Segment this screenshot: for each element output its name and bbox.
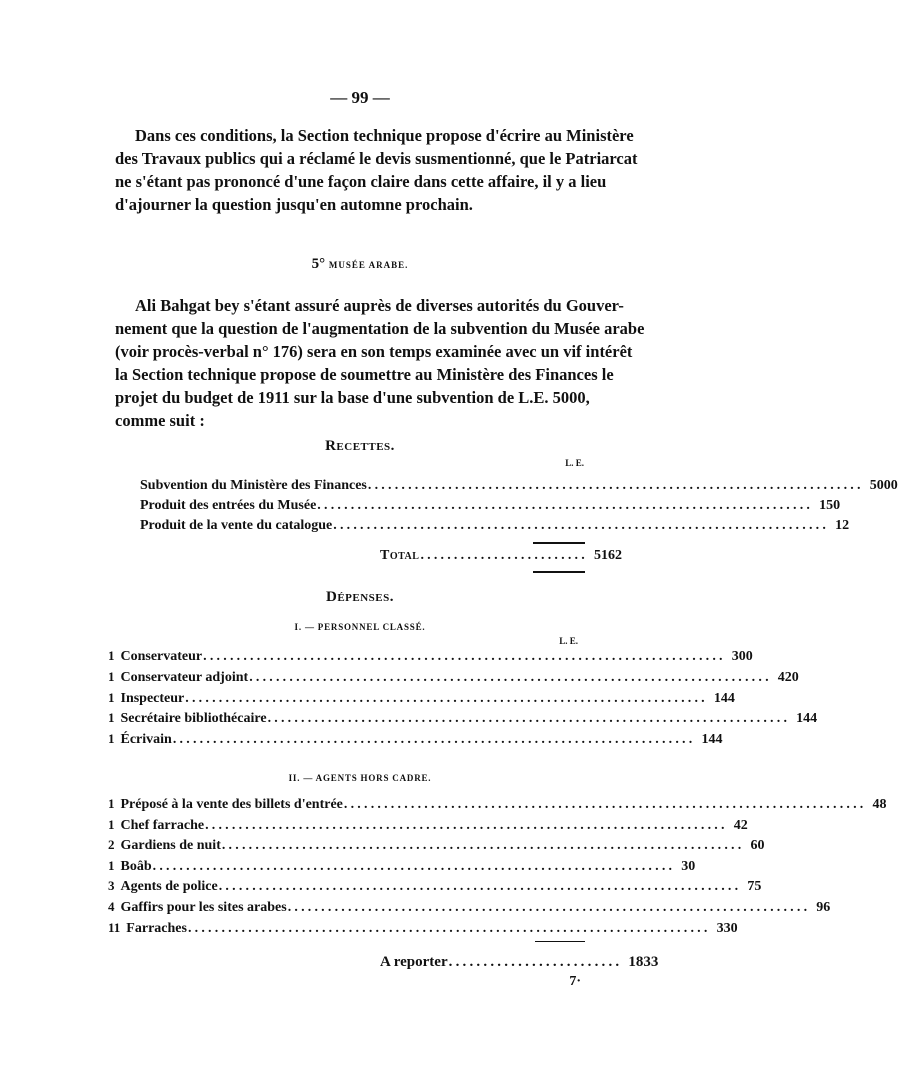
expense-row (108, 897, 831, 917)
row-value: 42 (733, 817, 748, 833)
section-title: MUSÉE ARABE. (328, 260, 409, 270)
recettes-total (380, 546, 622, 566)
row-qty: 1 (108, 857, 115, 873)
row-label: Chef farrache (120, 817, 205, 833)
text-line: ne s'étant pas prononcé d'une façon claire dans cette affaire, il y a lieu (115, 172, 607, 191)
expense-row (108, 708, 818, 728)
row-value: 144 (713, 690, 735, 706)
row-value: 75 (747, 879, 762, 895)
paragraph-2 (115, 294, 645, 432)
row-qty: 1 (108, 731, 115, 747)
leader-dots: .......................................................................... (333, 518, 830, 533)
expense-row (108, 646, 753, 666)
text-line: Dans ces conditions, la Section technique propose d'écrire au Ministère (135, 126, 634, 145)
row-qty: 2 (108, 837, 115, 853)
row-label: Inspecteur (120, 690, 185, 706)
total-value: 5162 (593, 548, 622, 563)
row-label: Farraches (126, 920, 187, 936)
text-line: comme suit : (115, 411, 205, 430)
row-qty: 3 (108, 878, 115, 894)
signature-mark: 7· (569, 974, 581, 989)
row-label: Subvention du Ministère des Finances (140, 478, 367, 493)
recettes-title: Recettes. (325, 438, 395, 454)
paragraph-1 (115, 124, 638, 216)
row-value: 144 (796, 711, 818, 727)
expense-row (108, 856, 696, 876)
currency-label: L. E. (559, 636, 578, 646)
row-value: 144 (701, 732, 723, 748)
row-value: 420 (777, 669, 799, 685)
section1-title (0, 619, 720, 634)
leader-dots: .............................................................................. (267, 711, 791, 727)
leader-dots: .............................................................................. (221, 838, 745, 854)
row-value: 30 (681, 858, 696, 874)
row-label: Agents de police (120, 879, 218, 895)
leader-dots: .......................................................................... (317, 498, 814, 513)
text-line: projet du budget de 1911 sur la base d'une subvention de L.E. 5000, (115, 388, 590, 407)
row-label: Secrétaire bibliothécaire (120, 711, 267, 727)
section1-title-text: I. — PERSONNEL CLASSÉ. (294, 622, 426, 632)
page-number: — 99 — (330, 88, 390, 107)
expense-row (108, 876, 762, 896)
depenses-title: Dépenses. (326, 589, 394, 605)
leader-dots: .............................................................................. (152, 858, 676, 874)
leader-dots: .............................................................................. (205, 817, 728, 833)
row-value: 5000 (869, 478, 898, 493)
recettes-row (140, 516, 850, 536)
row-qty: 1 (108, 689, 115, 705)
row-value: 300 (731, 649, 753, 664)
text-line: (voir procès-verbal n° 176) sera en son temps examinée avec un vif intérêt (115, 342, 633, 361)
row-value: 12 (835, 518, 850, 533)
row-qty: 11 (108, 919, 121, 935)
row-value: 60 (750, 838, 765, 854)
leader-dots: .............................................................................. (185, 690, 708, 706)
total-label: Total (380, 548, 420, 563)
row-label: Produit de la vente du catalogue (140, 518, 333, 533)
leader-dots: .......................................................................... (367, 478, 864, 493)
leader-dots: .............................................................................. (203, 649, 726, 664)
row-label: Conservateur adjoint (120, 669, 249, 685)
text-line: nement que la question de l'augmentation de la subvention du Musée arabe (115, 319, 645, 338)
leader-dots: .............................................................................. (343, 797, 867, 812)
row-label: Préposé à la vente des billets d'entrée (120, 797, 343, 812)
section-heading (0, 256, 720, 273)
row-label: Gaffirs pour les sites arabes (120, 900, 287, 915)
leader-dots: .............................................................................. (218, 879, 742, 895)
expense-row (108, 688, 735, 708)
leader-dots: .............................................................................. (172, 732, 696, 748)
text-line: la Section technique propose de soumettre au Ministère des Finances le (115, 365, 614, 384)
row-qty: 4 (108, 899, 115, 914)
rule (535, 941, 585, 942)
row-label: Écrivain (120, 732, 172, 748)
expense-row (108, 835, 765, 855)
row-qty: 1 (108, 668, 115, 684)
leader-dots: ......................... (420, 548, 588, 563)
carry-forward (380, 952, 659, 972)
carry-label: A reporter (380, 954, 448, 970)
row-value: 150 (819, 498, 841, 513)
row-label: Gardiens de nuit (120, 838, 221, 854)
leader-dots: .............................................................................. (287, 900, 811, 915)
row-value: 330 (716, 920, 738, 936)
leader-dots: .............................................................................. (187, 920, 711, 936)
row-label: Boâb (120, 858, 152, 874)
section-number: 5° (311, 256, 326, 272)
row-label: Conservateur (120, 649, 203, 664)
leader-dots: ......................... (448, 954, 623, 970)
row-value: 96 (816, 900, 831, 915)
expense-row (108, 815, 748, 835)
expense-row (108, 667, 799, 687)
rule (533, 542, 585, 544)
carry-value: 1833 (628, 954, 659, 970)
row-label: Produit des entrées du Musée (140, 498, 317, 513)
row-qty: 1 (108, 710, 115, 726)
text-line: Ali Bahgat bey s'étant assuré auprès de diverses autorités du Gouver- (135, 296, 624, 315)
text-line: des Travaux publics qui a réclamé le devis susmentionné, que le Patriarcat (115, 149, 638, 168)
expense-row (108, 729, 723, 749)
text-line: d'ajourner la question jusqu'en automne prochain. (115, 195, 473, 214)
currency-label: L. E. (565, 458, 584, 468)
row-qty: 1 (108, 816, 115, 832)
recettes-row (140, 496, 841, 516)
expense-row (108, 918, 738, 938)
section2-title-text: II. — AGENTS HORS CADRE. (288, 773, 432, 783)
leader-dots: .............................................................................. (249, 669, 772, 685)
row-value: 48 (872, 797, 887, 812)
section2-title (0, 768, 720, 786)
recettes-row (140, 476, 898, 496)
row-qty: 1 (108, 648, 115, 663)
expense-row (108, 794, 887, 814)
rule (533, 571, 585, 573)
row-qty: 1 (108, 796, 115, 811)
